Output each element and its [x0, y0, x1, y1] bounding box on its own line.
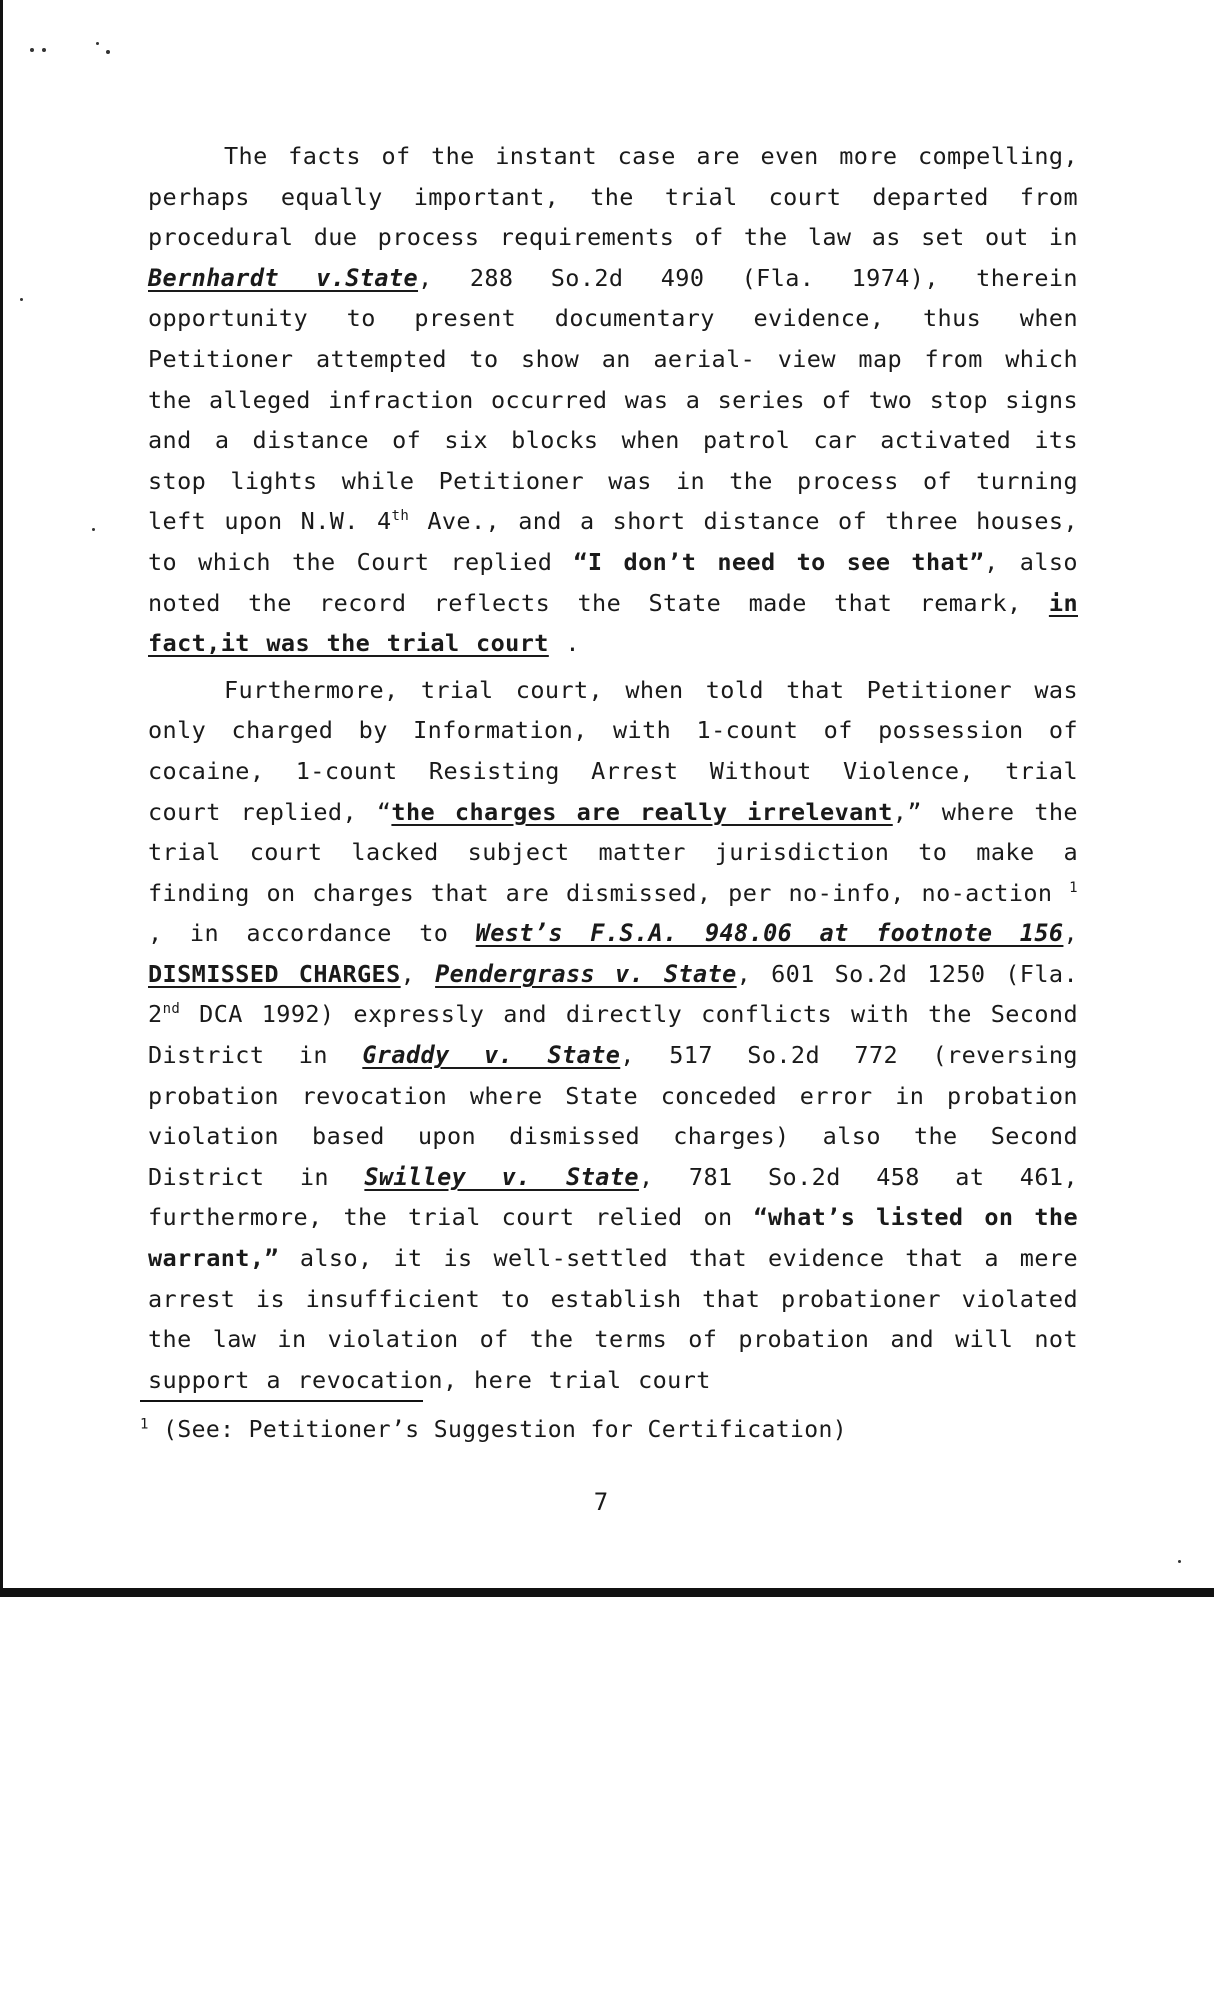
emphasis-trial-court: in fact,it was the trial court	[148, 588, 1078, 658]
case-citation-swilley: Swilley v. State	[364, 1162, 639, 1191]
footnote-marker: 1	[140, 1416, 149, 1433]
scan-speck	[106, 50, 110, 54]
paragraph-facts	[148, 136, 1078, 664]
ordinal-suffix: th	[391, 508, 410, 525]
ordinal-suffix: nd	[162, 1001, 181, 1018]
footnote-separator	[140, 1400, 423, 1402]
dismissed-charges-heading: DISMISSED CHARGES	[148, 959, 401, 988]
footnote-text: (See: Petitioner’s Suggestion for Certification)	[148, 1417, 847, 1443]
text-run: ,	[1063, 919, 1078, 948]
body-text	[148, 136, 1078, 1400]
footnote	[140, 1414, 847, 1446]
statute-citation: West’s F.S.A. 948.06 at footnote 156	[475, 919, 1064, 948]
text-run: The facts of the instant case are even more compelling, perhaps equally important, the trial court departed from procedural due process requirements of the law as set out in	[148, 142, 1078, 252]
court-quote: “I don’t need to see that”	[573, 547, 985, 576]
warrant-quote: “what’s listed on the warrant,”	[148, 1203, 1078, 1273]
scan-speck	[1178, 1560, 1181, 1563]
text-run: , 517 So.2d 772 (reversing probation revocation where State conceded error in probation violation based upon dismissed charges) also the Second District in	[148, 1041, 1078, 1191]
case-citation-pendergrass: Pendergrass v. State	[435, 959, 737, 988]
scan-speck	[30, 48, 34, 52]
text-run: , 601 So.2d 1250 (Fla. 2	[148, 959, 1078, 1029]
court-quote-charges: the charges are really irrelevant	[391, 797, 893, 826]
text-run: , in accordance to	[148, 919, 476, 948]
case-citation-graddy: Graddy v. State	[362, 1041, 621, 1070]
scan-speck	[42, 48, 46, 52]
text-run: .	[548, 629, 580, 658]
text-run: also, it is well-settled that evidence that a mere arrest is insufficient to establish that probationer violated the law in violation of the terms of probation and will not support a revocation, here trial court	[148, 1244, 1078, 1394]
bottom-border-line	[0, 1588, 1214, 1597]
footnote-reference: 1	[1069, 879, 1078, 896]
text-run: Ave., and a short distance of three houses, to which the Court replied	[148, 507, 1078, 576]
text-run: DCA 1992) expressly and directly conflicts with the Second District in	[148, 1000, 1078, 1070]
text-run: ,” where the trial court lacked subject matter jurisdiction to make a finding on charges that are dismissed, per no-info, no-action	[148, 797, 1078, 907]
text-run: , 288 So.2d 490 (Fla. 1974), therein opportunity to present documentary evidence, thus when Petitioner attempted to show an aerial- view map from which the alleged infraction occurred was a series of two stop signs and a distance of six blocks when patrol car activated its stop lights while Petitioner was in the process of turning left upon N.W. 4	[148, 263, 1078, 536]
text-run: Furthermore, trial court, when told that Petitioner was only charged by Information, with 1-count of possession of cocaine, 1-count Resisting Arrest Without Violence, trial court replied, “	[148, 675, 1078, 826]
text-run: ,	[400, 959, 436, 988]
text-run: , also noted the record reflects the State made that remark,	[148, 547, 1078, 617]
scan-speck	[96, 42, 99, 45]
paragraph-charges	[148, 670, 1078, 1401]
scan-speck	[92, 528, 95, 531]
scan-speck	[20, 298, 23, 301]
text-run: , 781 So.2d 458 at 461, furthermore, the trial court relied on	[148, 1162, 1078, 1232]
case-citation-bernhardt: Bernhardt v.State	[148, 263, 419, 292]
page-number: 7	[593, 1488, 609, 1516]
